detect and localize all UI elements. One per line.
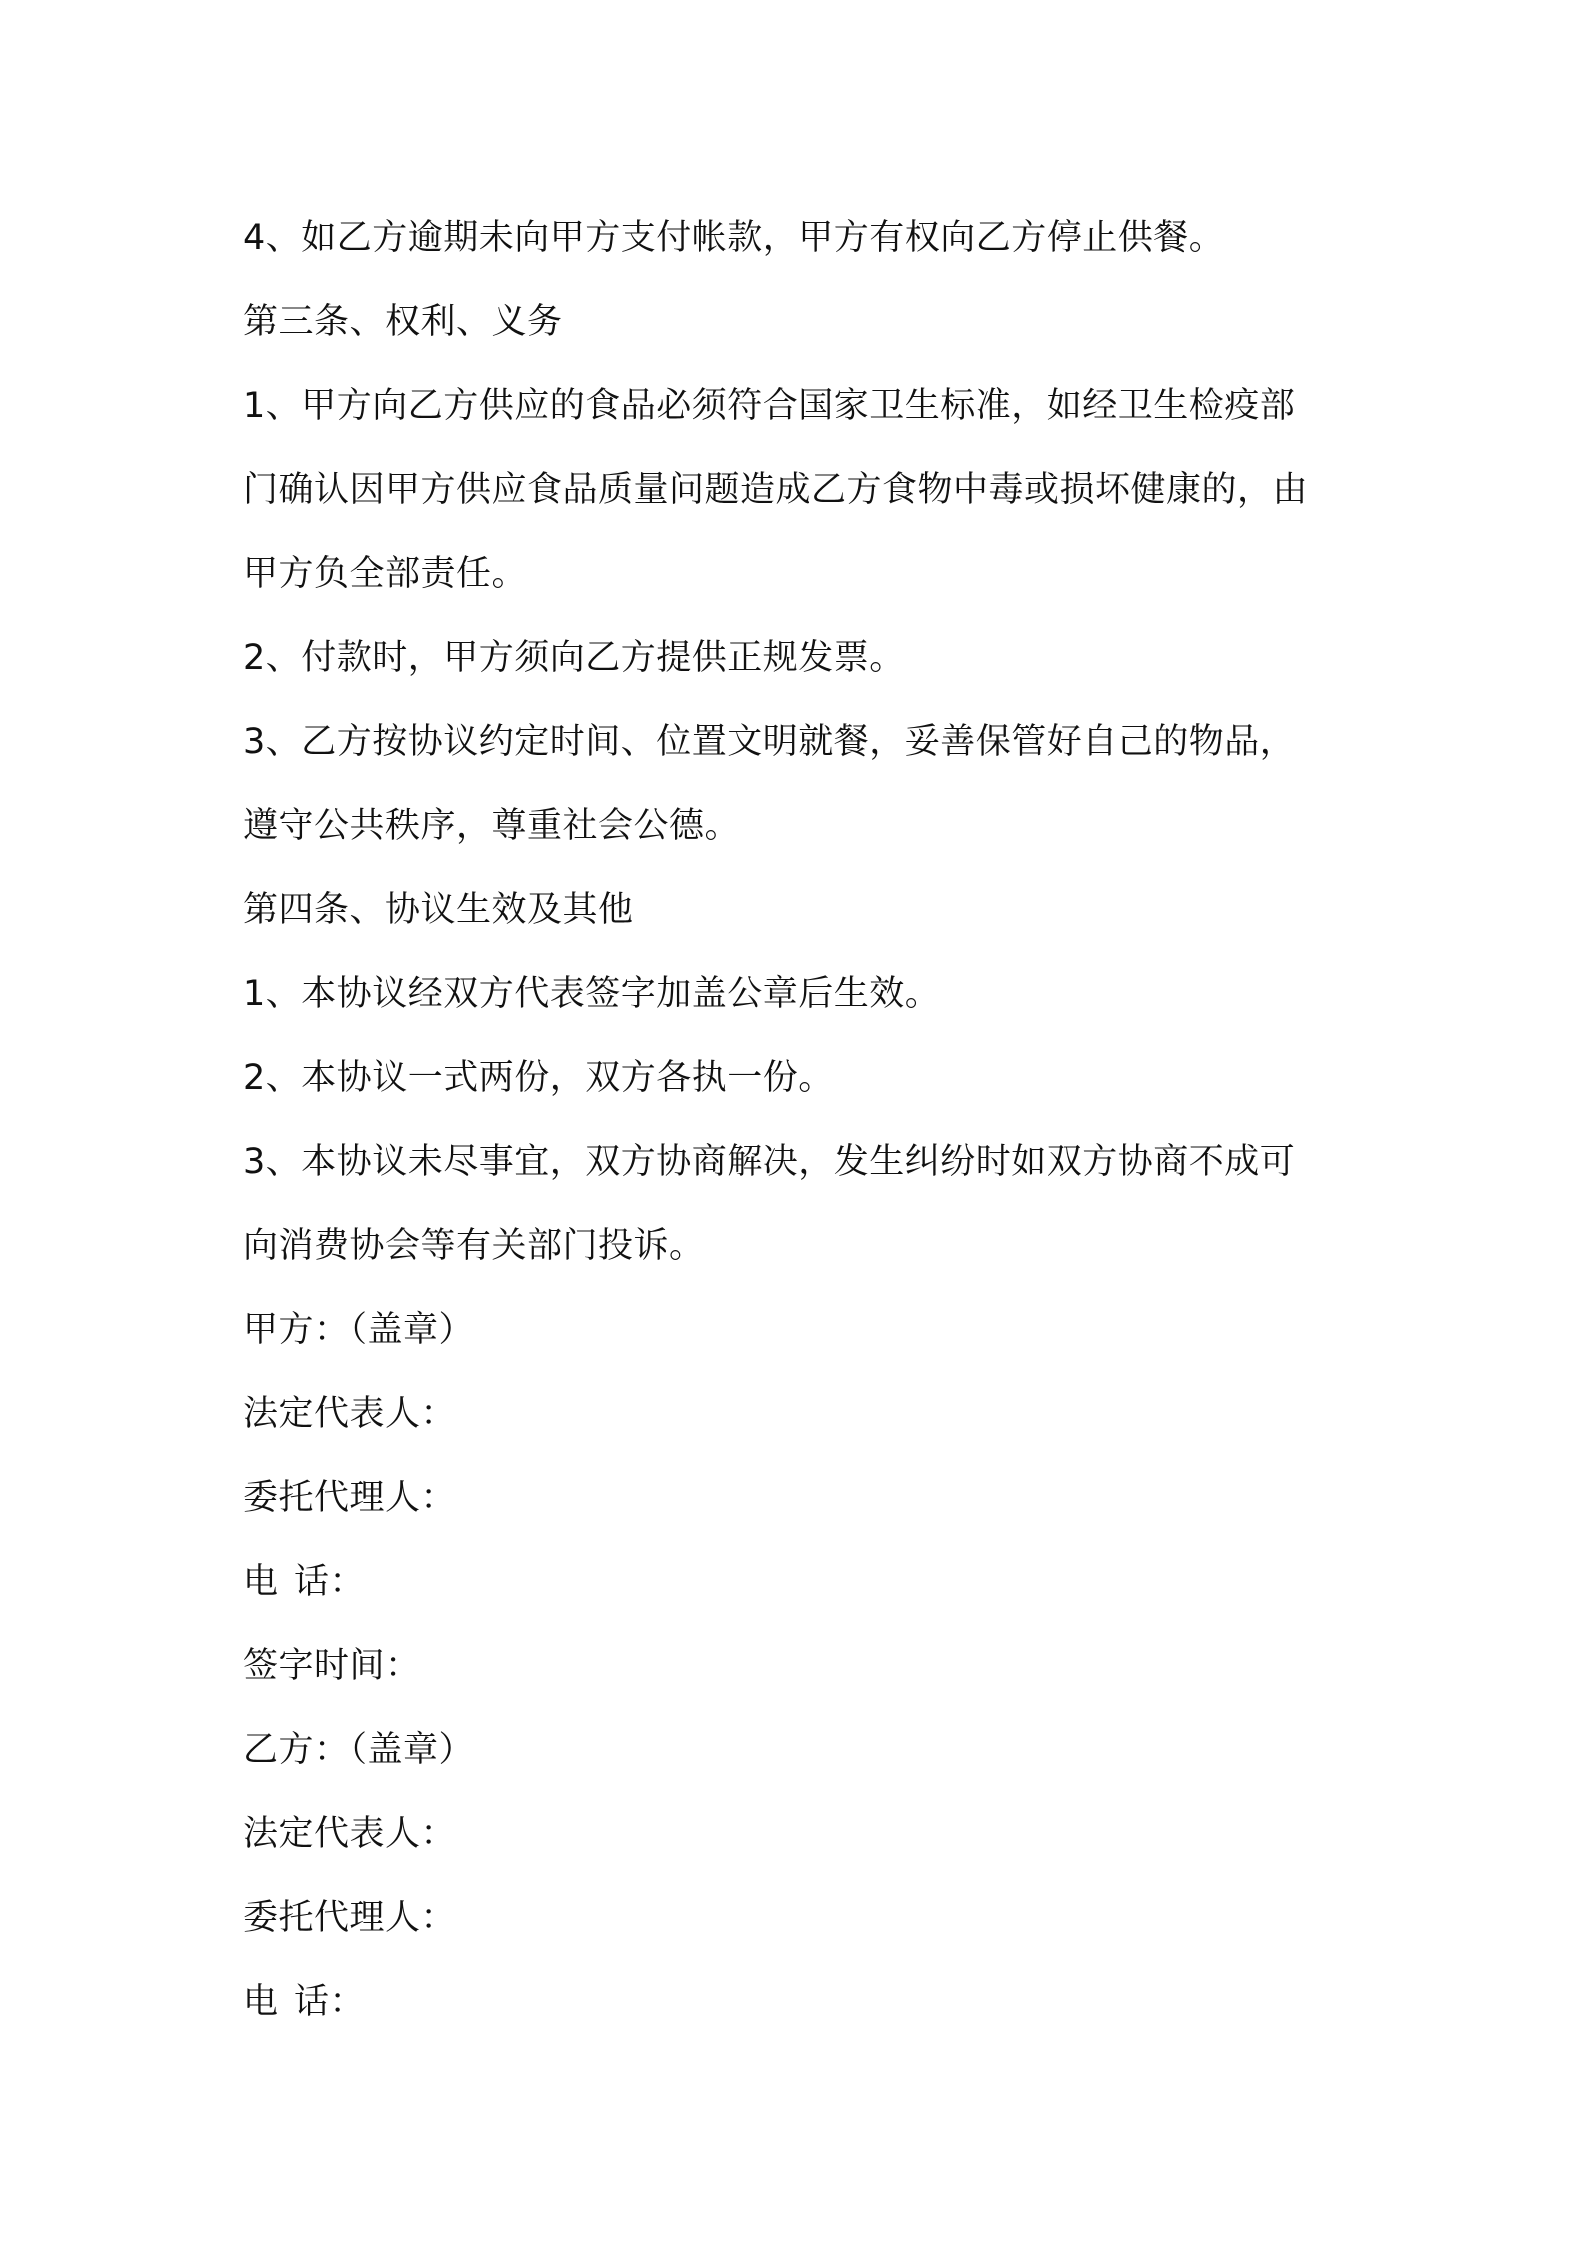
party-a-agent: 委托代理人： xyxy=(243,1478,457,1518)
party-a-tel-label xyxy=(243,1540,365,1624)
clause-food-standard-end: 甲方负全部责任。 xyxy=(243,554,528,594)
party-b-signature-block xyxy=(243,1708,1363,2044)
article-three-heading: 第三条、权利、义务 xyxy=(243,302,563,342)
clause-disputes-end: 向消费协会等有关部门投诉。 xyxy=(243,1226,705,1266)
contract-body xyxy=(243,196,1363,2044)
clause-dining-conduct-end: 遵守公共秩序，尊重社会公德。 xyxy=(243,806,741,846)
tel-char-2: 话： xyxy=(293,1982,365,2022)
clause-food-standard-cont: 门确认因甲方供应食品质量问题造成乙方食物中毒或损坏健康的，由 xyxy=(243,470,1309,510)
clause-payment-overdue: 4、如乙方逾期未向甲方支付帐款，甲方有权向乙方停止供餐。 xyxy=(243,218,1225,258)
party-b-legal-rep: 法定代表人： xyxy=(243,1814,457,1854)
tel-char-2: 话： xyxy=(293,1562,365,1602)
article-four-heading: 第四条、协议生效及其他 xyxy=(243,890,634,930)
clause-food-standard: 1、甲方向乙方供应的食品必须符合国家卫生标准，如经卫生检疫部 xyxy=(243,386,1296,426)
party-b-tel xyxy=(243,1960,1363,2044)
clause-copies: 2、本协议一式两份，双方各执一份。 xyxy=(243,1058,834,1098)
clause-disputes: 3、本协议未尽事宜，双方协商解决，发生纠纷时如双方协商不成可 xyxy=(243,1142,1296,1182)
party-a-legal-rep: 法定代表人： xyxy=(243,1394,457,1434)
clause-invoice: 2、付款时，甲方须向乙方提供正规发票。 xyxy=(243,638,905,678)
party-b-agent: 委托代理人： xyxy=(243,1898,457,1938)
party-a-signature-block xyxy=(243,1288,1363,1708)
party-a-title: 甲方：（盖章） xyxy=(243,1310,475,1350)
party-b-tel-label xyxy=(243,1960,365,2044)
party-a-tel xyxy=(243,1540,1363,1624)
clause-effective: 1、本协议经双方代表签字加盖公章后生效。 xyxy=(243,974,941,1014)
clause-dining-conduct: 3、乙方按协议约定时间、位置文明就餐，妥善保管好自己的物品， xyxy=(243,722,1296,762)
tel-char-1: 电 xyxy=(243,1982,279,2022)
party-a-sign-time: 签字时间： xyxy=(243,1646,421,1686)
party-b-title: 乙方：（盖章） xyxy=(243,1730,475,1770)
tel-char-1: 电 xyxy=(243,1562,279,1602)
